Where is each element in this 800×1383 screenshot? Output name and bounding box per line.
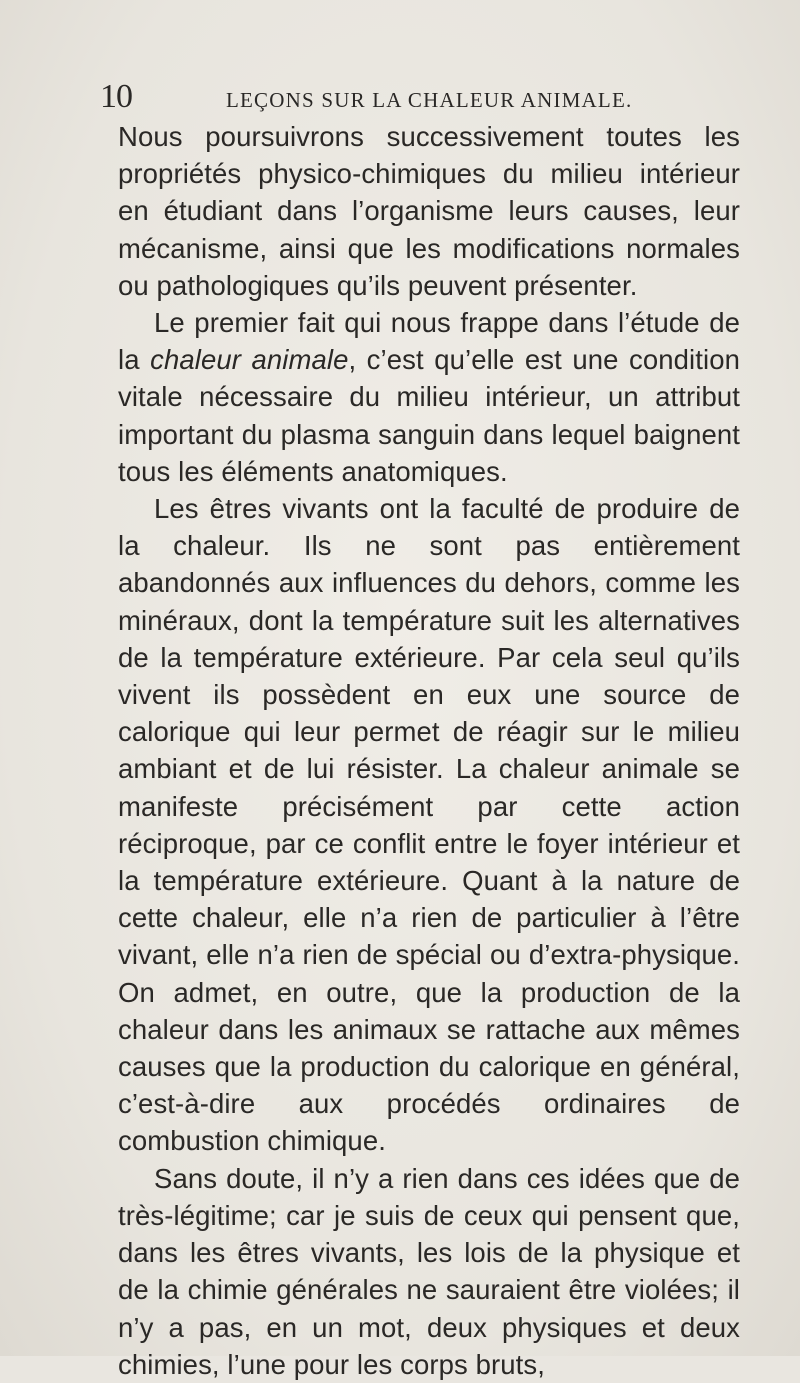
paragraph-2-start: Le premier fait qui nous frappe dans l’étude de la <box>118 307 740 376</box>
paragraph-4: Sans doute, il n’y a rien dans ces idées que de très-légitime; car je suis de ceux qui pensent que, dans les êtres vivants, les lois de la physique et de la chimie générales ne sauraient être violées; il n’y a pas, en un mot, deux physiques et deux chimies, l’une pour les corps bruts, <box>118 1162 740 1380</box>
page-number: 10 <box>100 78 132 115</box>
body-text <box>118 118 740 1383</box>
paragraph-1: Nous poursuivrons successivement toutes les propriétés physico-chimiques du milieu intérieur en étudiant dans l’organisme leurs causes, leur mécanisme, ainsi que les modifications normales ou pathologiques qu’ils peuvent présenter. <box>118 121 740 301</box>
italic-term-chaleur-animale: chaleur animale <box>150 344 349 376</box>
paragraph-2 <box>118 304 740 490</box>
page-header <box>100 78 740 118</box>
paragraph-3: Les êtres vivants ont la faculté de produire de la chaleur. Ils ne sont pas entièrement abandonnés aux influences du dehors, comme les minéraux, dont la température suit les alternatives de la température extérieure. Par cela seul qu’ils vivent ils possèdent en eux une source de calorique qui leur permet de réagir sur le milieu ambiant et de lui résister. La chaleur animale se manifeste précisément par cette action réciproque, par ce conflit entre le foyer intérieur et la température extérieure. Quant à la nature de cette chaleur, elle n’a rien de particulier à l’être vivant, elle n’a rien de spécial ou d’extra-physique. On admet, en outre, que la production de la chaleur dans les animaux se rattache aux mêmes causes que la production du calorique en général, c’est-à-dire aux procédés ordinaires de combustion chimique. <box>118 493 740 1157</box>
running-title: LEÇONS SUR LA CHALEUR ANIMALE. <box>226 88 633 112</box>
paragraph-2-end: , c’est qu’elle est une condition vitale nécessaire du milieu intérieur, un attribut important du plasma sanguin dans lequel baignent tous les éléments anatomiques. <box>118 344 740 487</box>
